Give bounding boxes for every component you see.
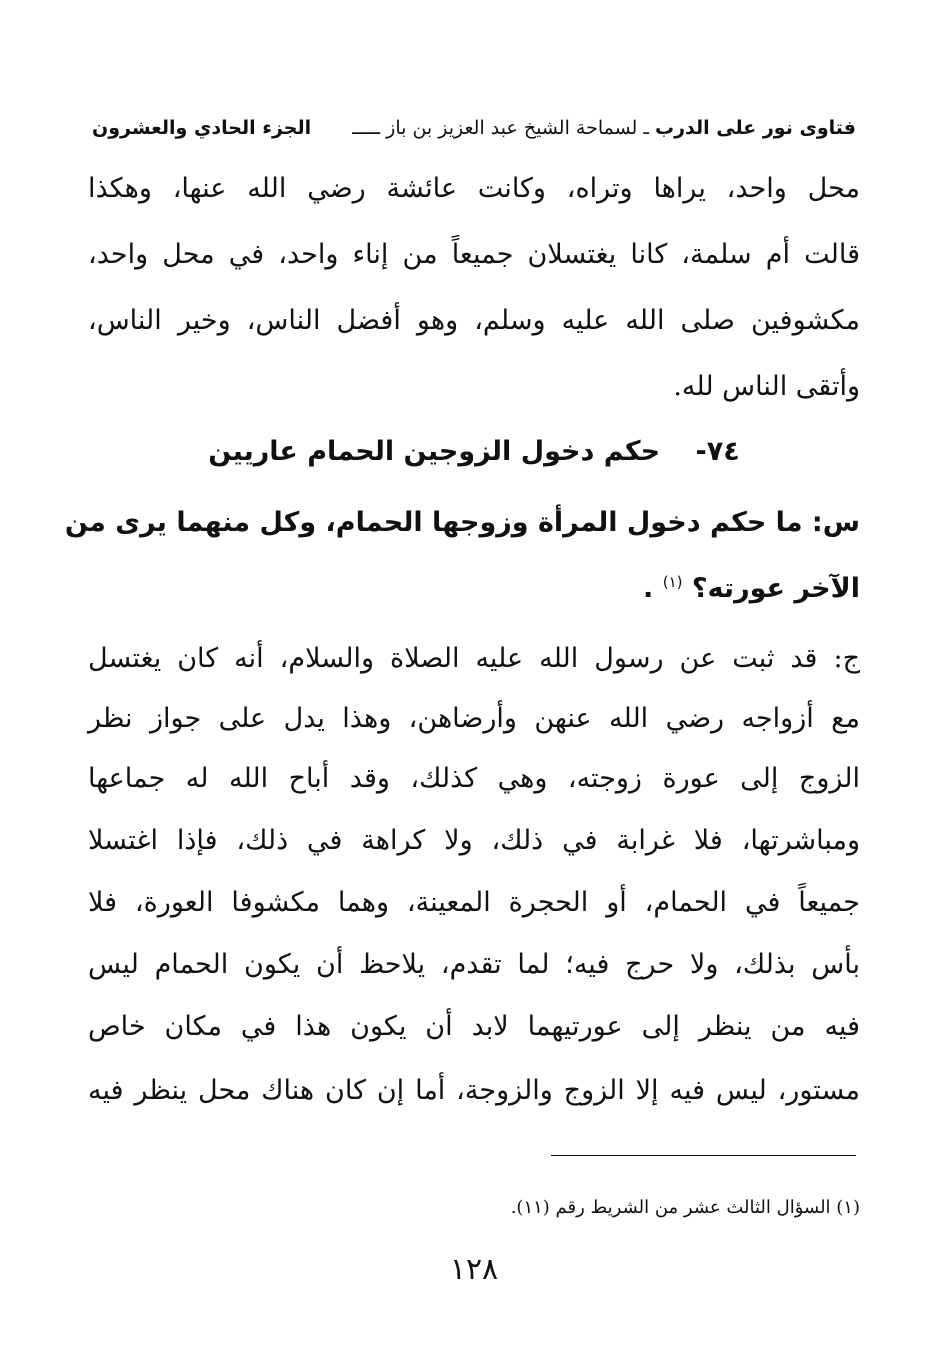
section-title: حكم دخول الزوجين الحمام عاريين [208, 436, 661, 467]
question-end: . [643, 573, 654, 604]
header-volume: الجزء الحادي والعشرون [92, 117, 312, 139]
header-book-title: فتاوى نور على الدرب [655, 117, 856, 139]
answer-line: جميعاً في الحمام، أو الحجرة المعينة، وهما مكشوفا العورة، فلا [88, 887, 860, 918]
answer-line: بأس بذلك، ولا حرج فيه؛ لما تقدم، يلاحظ أن يكون الحمام ليس [88, 949, 860, 980]
section-number: ٧٤- [695, 436, 740, 467]
running-header [92, 108, 856, 148]
section-heading [88, 420, 860, 484]
intro-line: محل واحد، يراها وتراه، وكانت عائشة رضي الله عنها، وهكذا [88, 173, 860, 204]
header-author: ـ لسماحة الشيخ عبد العزيز بن باز ـــــ [352, 117, 649, 139]
question-text: الآخر عورته؟ [691, 573, 860, 604]
answer-line: ومباشرتها، فلا غرابة في ذلك، ولا كراهة في ذلك، فإذا اغتسلا [88, 825, 860, 856]
footnote-reference: (١) [662, 573, 683, 591]
intro-line: مكشوفين صلى الله عليه وسلم، وهو أفضل الناس، وخير الناس، [88, 305, 860, 336]
intro-line: وأتقى الناس لله. [673, 371, 860, 402]
answer-line: الزوج إلى عورة زوجته، وهي كذلك، وقد أباح الله له جماعها [88, 763, 860, 794]
answer-line: مستور، ليس فيه إلا الزوج والزوجة، أما إن كان هناك محل ينظر فيه [88, 1075, 860, 1106]
answer-line: ج: قد ثبت عن رسول الله عليه الصلاة والسلام، أنه كان يغتسل [88, 643, 860, 674]
footnote-divider [551, 1155, 856, 1156]
question-line: س: ما حكم دخول المرأة وزوجها الحمام، وكل منهما يرى من [64, 507, 860, 538]
answer-line: فيه من ينظر إلى عورتيهما لابد أن يكون هذا في مكان خاص [88, 1011, 860, 1042]
header-left [352, 117, 856, 139]
question-line [88, 558, 860, 620]
intro-line: قالت أم سلمة، كانا يغتسلان جميعاً من إناء واحد، في محل واحد، [88, 239, 860, 270]
page-number: ١٢٨ [449, 1252, 499, 1287]
answer-line: مع أزواجه رضي الله عنهن وأرضاهن، وهذا يدل على جواز نظر [88, 703, 860, 734]
footnote: (١) السؤال الثالث عشر من الشريط رقم (١١). [510, 1197, 860, 1218]
